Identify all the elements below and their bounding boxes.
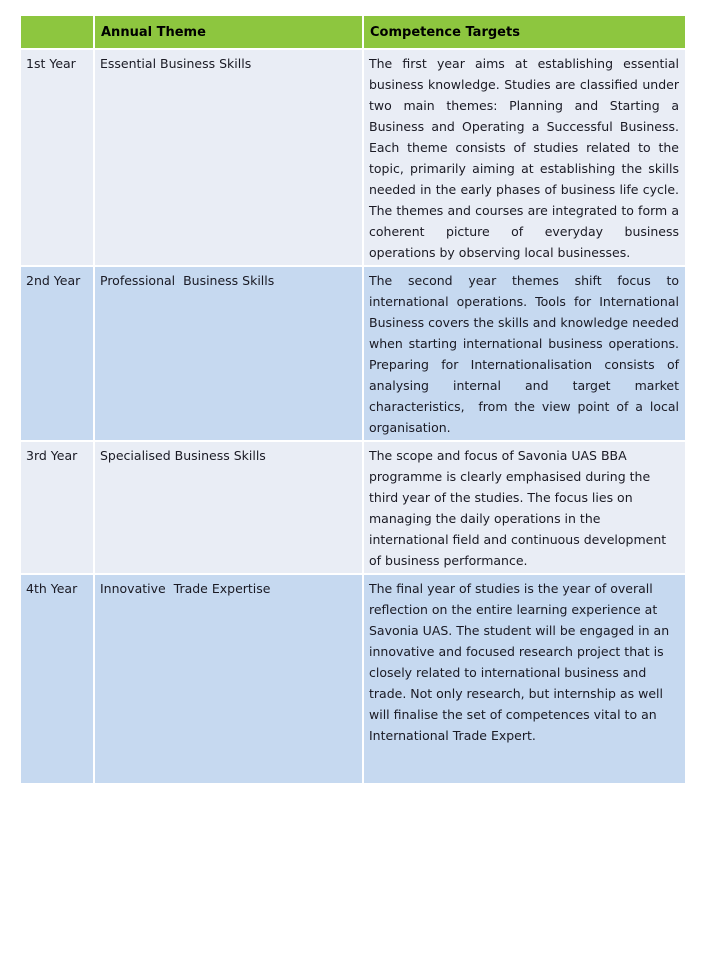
year-cell: 1st Year (20, 49, 94, 266)
header-row (20, 15, 686, 49)
curriculum-table (19, 14, 687, 785)
table-row-1st-year (20, 49, 686, 266)
annual-theme-cell: Essential Business Skills (94, 49, 363, 266)
competence-target-cell: The final year of studies is the year of overall reflection on the entire learning experience at Savonia UAS. The student will be engaged in an innovative and focused research project that is closely related to international business and trade. Not only research, but internship as well will finalise the set of competences vital to an International Trade Expert. (363, 574, 686, 784)
competence-target-cell: The second year themes shift focus to international operations. Tools for International Business covers the skills and knowledge needed when starting international business operations. Preparing for Internationalisation consists of analysing internal and target market characteristics, from the view point of a local organisation. (363, 266, 686, 441)
table-row-4th-year (20, 574, 686, 784)
table-row-2nd-year (20, 266, 686, 441)
table-row-3rd-year (20, 441, 686, 574)
annual-theme-cell: Professional Business Skills (94, 266, 363, 441)
year-cell: 3rd Year (20, 441, 94, 574)
header-cell-year (20, 15, 94, 49)
header-cell-competence-targets: Competence Targets (363, 15, 686, 49)
year-cell: 2nd Year (20, 266, 94, 441)
year-cell: 4th Year (20, 574, 94, 784)
competence-target-cell: The first year aims at establishing essential business knowledge. Studies are classified under two main themes: Planning and Starting a Business and Operating a Successful Business. Each theme consists of studies related to the topic, primarily aiming at establishing the skills needed in the early phases of business life cycle. The themes and courses are integrated to form a coherent picture of everyday business operations by observing local businesses. (363, 49, 686, 266)
header-cell-annual-theme: Annual Theme (94, 15, 363, 49)
annual-theme-cell: Specialised Business Skills (94, 441, 363, 574)
competence-target-cell: The scope and focus of Savonia UAS BBA programme is clearly emphasised during the third year of the studies. The focus lies on managing the daily operations in the international field and continuous development of business performance. (363, 441, 686, 574)
annual-theme-cell: Innovative Trade Expertise (94, 574, 363, 784)
